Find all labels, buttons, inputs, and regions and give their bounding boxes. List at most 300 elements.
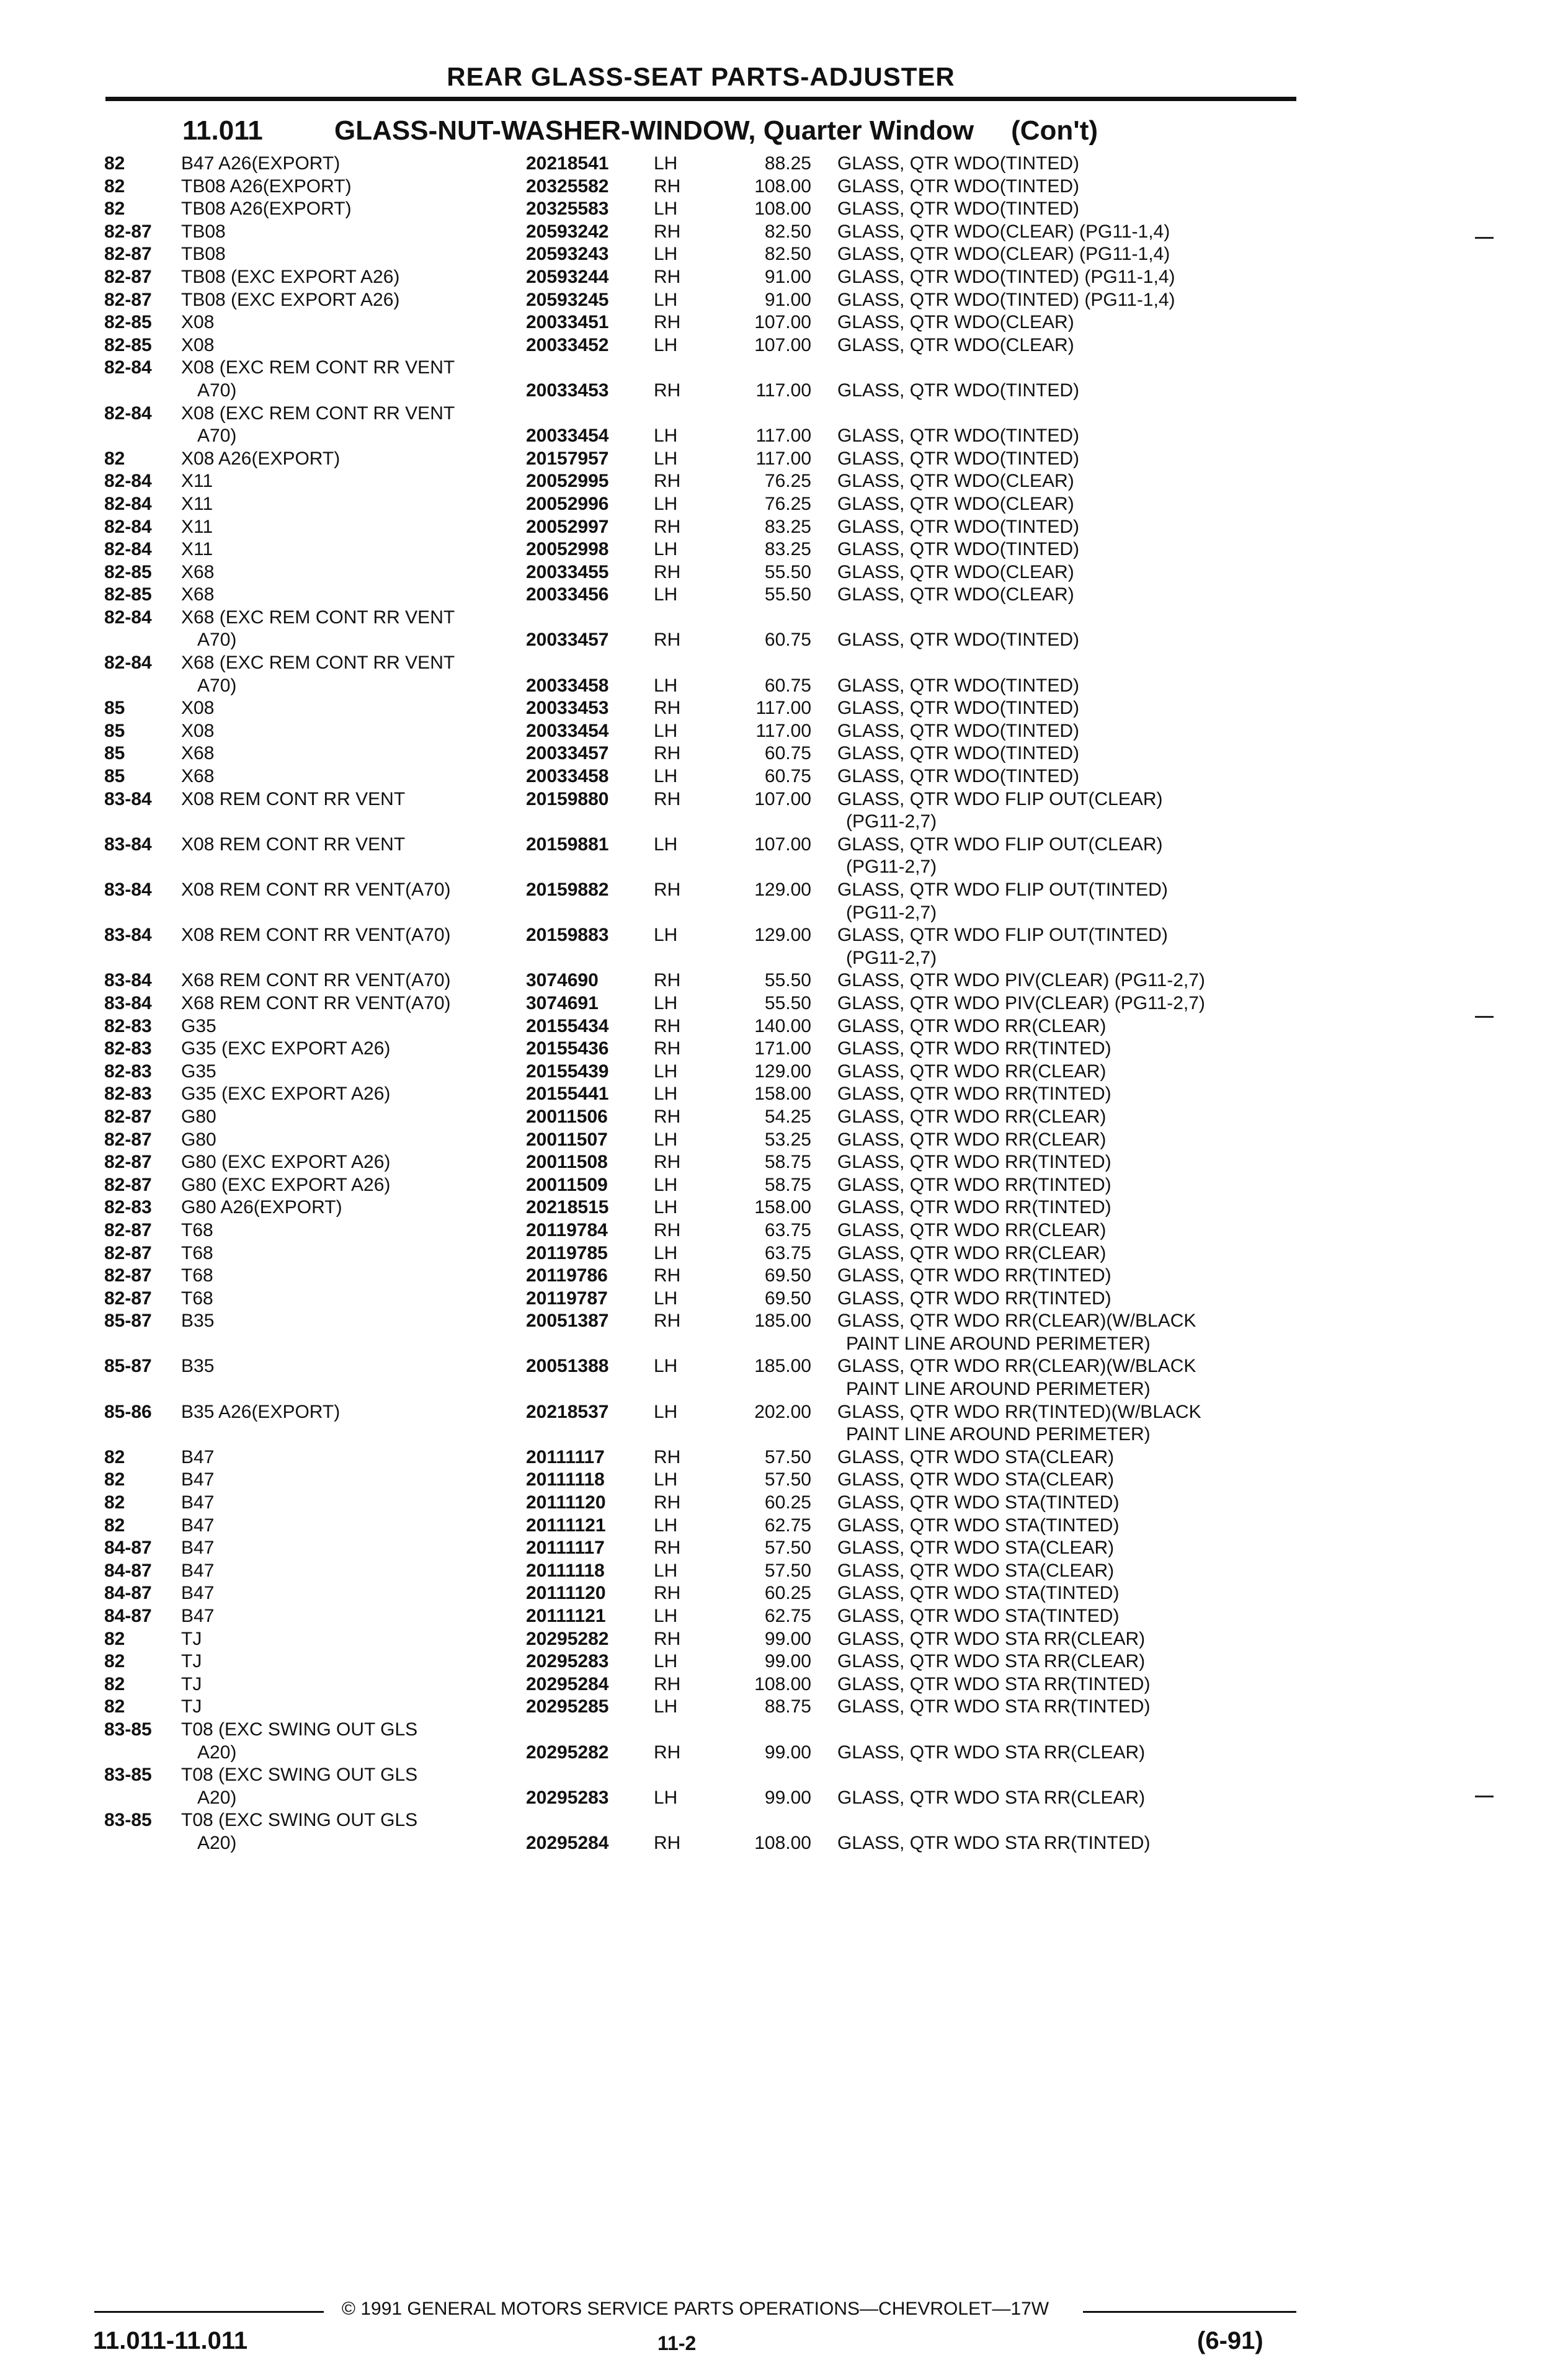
row-price: 129.00 bbox=[754, 925, 811, 946]
table-row bbox=[104, 1809, 1295, 1832]
row-model: TJ bbox=[181, 1673, 202, 1694]
row-description: GLASS, QTR WDO STA(CLEAR) bbox=[837, 1446, 1115, 1467]
row-model: B47 bbox=[181, 1515, 215, 1536]
row-price: 107.00 bbox=[754, 788, 811, 809]
table-row bbox=[104, 1719, 1295, 1742]
row-side: LH bbox=[654, 448, 678, 469]
row-description: GLASS, QTR WDO(TINTED) (PG11-1,4) bbox=[837, 289, 1175, 310]
row-price: 88.75 bbox=[764, 1696, 811, 1717]
row-description: GLASS, QTR WDO FLIP OUT(CLEAR) bbox=[837, 788, 1163, 809]
row-year: 82-87 bbox=[104, 266, 152, 287]
row-price: 57.50 bbox=[764, 1538, 811, 1559]
row-model: X08 bbox=[181, 334, 215, 355]
table-row bbox=[104, 1129, 1295, 1152]
row-year: 85 bbox=[104, 743, 125, 764]
row-part-number: 3074690 bbox=[526, 970, 599, 991]
table-row bbox=[104, 243, 1295, 266]
row-part-number: 3074691 bbox=[526, 992, 599, 1013]
row-price: 117.00 bbox=[755, 698, 811, 719]
row-side: LH bbox=[654, 334, 678, 355]
row-price: 91.00 bbox=[764, 266, 811, 287]
row-side: LH bbox=[654, 584, 678, 605]
row-year: 82-84 bbox=[104, 403, 152, 424]
row-side: RH bbox=[654, 1583, 681, 1604]
table-row bbox=[104, 1423, 1295, 1446]
table-row bbox=[104, 221, 1295, 244]
row-description: GLASS, QTR WDO RR(CLEAR) bbox=[837, 1129, 1107, 1150]
row-model: T08 (EXC SWING OUT GLS bbox=[181, 1810, 418, 1831]
row-price: 55.50 bbox=[764, 992, 811, 1013]
row-part-number: 20011509 bbox=[526, 1174, 608, 1195]
row-model: TB08 bbox=[181, 221, 226, 242]
row-description: GLASS, QTR WDO STA(CLEAR) bbox=[837, 1469, 1115, 1490]
row-year: 82-85 bbox=[104, 584, 152, 605]
table-row bbox=[104, 1446, 1295, 1469]
row-model: TJ bbox=[181, 1696, 202, 1717]
row-description: GLASS, QTR WDO RR(CLEAR) bbox=[837, 1015, 1107, 1036]
row-side: RH bbox=[654, 970, 681, 991]
row-year: 82-87 bbox=[104, 1129, 152, 1150]
row-description: GLASS, QTR WDO(CLEAR) bbox=[837, 584, 1074, 605]
row-description: GLASS, QTR WDO RR(TINTED) bbox=[837, 1197, 1111, 1218]
row-year: 84-87 bbox=[104, 1560, 152, 1581]
row-part-number: 20011507 bbox=[526, 1129, 608, 1150]
row-part-number: 20159880 bbox=[526, 788, 609, 809]
row-year: 83-84 bbox=[104, 879, 152, 900]
row-side: RH bbox=[654, 561, 681, 582]
row-price: 185.00 bbox=[754, 1356, 811, 1377]
row-model: B35 bbox=[181, 1311, 215, 1332]
row-price: 129.00 bbox=[754, 879, 811, 900]
row-part-number: 20033458 bbox=[526, 766, 609, 787]
row-side: RH bbox=[654, 1311, 681, 1332]
row-price: 117.00 bbox=[755, 425, 811, 447]
row-part-number: 20119785 bbox=[526, 1242, 608, 1263]
row-year: 82-84 bbox=[104, 539, 152, 560]
row-description: GLASS, QTR WDO STA(CLEAR) bbox=[837, 1538, 1115, 1559]
footer-left: 11.011-11.011 bbox=[93, 2327, 248, 2354]
row-year: 82 bbox=[104, 1515, 125, 1536]
row-part-number: 20119786 bbox=[526, 1265, 608, 1286]
row-model: A20) bbox=[197, 1787, 237, 1808]
row-description: (PG11-2,7) bbox=[846, 811, 937, 832]
row-model: TJ bbox=[181, 1651, 202, 1672]
row-price: 140.00 bbox=[754, 1015, 811, 1036]
row-part-number: 20593242 bbox=[526, 221, 609, 242]
row-year: 83-84 bbox=[104, 788, 152, 809]
row-year: 82 bbox=[104, 1492, 125, 1513]
row-price: 58.75 bbox=[764, 1174, 811, 1195]
row-side: RH bbox=[654, 1152, 681, 1173]
row-side: RH bbox=[654, 516, 681, 537]
row-side: LH bbox=[654, 1197, 678, 1218]
row-side: LH bbox=[654, 289, 678, 310]
row-description: GLASS, QTR WDO STA RR(TINTED) bbox=[837, 1696, 1151, 1717]
table-row bbox=[104, 1560, 1295, 1583]
row-price: 58.75 bbox=[764, 1152, 811, 1173]
table-row bbox=[104, 1038, 1295, 1061]
row-year: 82-84 bbox=[104, 493, 152, 514]
row-year: 82 bbox=[104, 448, 125, 469]
row-model: X08 bbox=[181, 698, 215, 719]
row-price: 62.75 bbox=[764, 1606, 811, 1626]
row-model: X08 (EXC REM CONT RR VENT bbox=[181, 357, 455, 378]
row-description: GLASS, QTR WDO RR(CLEAR) bbox=[837, 1106, 1107, 1127]
row-price: 69.50 bbox=[764, 1288, 811, 1309]
row-side: RH bbox=[654, 1106, 681, 1127]
row-model: TB08 (EXC EXPORT A26) bbox=[181, 266, 400, 287]
row-price: 60.25 bbox=[764, 1583, 811, 1604]
row-description: GLASS, QTR WDO(TINTED) (PG11-1,4) bbox=[837, 266, 1175, 287]
row-year: 82-87 bbox=[104, 1174, 152, 1195]
row-year: 82-83 bbox=[104, 1038, 152, 1059]
row-part-number: 20033453 bbox=[526, 698, 609, 719]
row-side: RH bbox=[654, 1492, 681, 1513]
row-part-number: 20033456 bbox=[526, 584, 609, 605]
row-part-number: 20052996 bbox=[526, 493, 609, 514]
row-description: GLASS, QTR WDO(TINTED) bbox=[837, 675, 1079, 696]
row-side: LH bbox=[654, 992, 678, 1013]
table-row bbox=[104, 1015, 1295, 1038]
row-model: X08 bbox=[181, 720, 215, 741]
row-side: LH bbox=[654, 1696, 678, 1717]
row-model: B47 bbox=[181, 1469, 215, 1490]
row-model: X08 REM CONT RR VENT bbox=[181, 834, 406, 855]
row-part-number: 20033457 bbox=[526, 743, 609, 764]
table-row bbox=[104, 1242, 1295, 1265]
row-model: B47 bbox=[181, 1492, 215, 1513]
row-part-number: 20155436 bbox=[526, 1038, 609, 1059]
row-side: LH bbox=[654, 834, 678, 855]
row-price: 129.00 bbox=[754, 1061, 811, 1082]
table-row bbox=[104, 311, 1295, 334]
row-part-number: 20593243 bbox=[526, 244, 609, 265]
row-side: RH bbox=[654, 1832, 681, 1853]
table-row bbox=[104, 834, 1295, 857]
row-description: PAINT LINE AROUND PERIMETER) bbox=[846, 1424, 1151, 1445]
table-row bbox=[104, 652, 1295, 675]
row-side: LH bbox=[654, 766, 678, 787]
row-year: 82 bbox=[104, 1628, 125, 1649]
row-price: 108.00 bbox=[754, 176, 811, 197]
row-model: B47 bbox=[181, 1538, 215, 1559]
row-price: 88.25 bbox=[764, 153, 811, 174]
row-side: RH bbox=[654, 1015, 681, 1036]
row-model: X68 bbox=[181, 743, 215, 764]
row-price: 60.75 bbox=[764, 630, 811, 651]
row-price: 54.25 bbox=[764, 1106, 811, 1127]
row-part-number: 20295285 bbox=[526, 1696, 609, 1717]
section-cont: (Con't) bbox=[1011, 115, 1098, 146]
table-row bbox=[104, 947, 1295, 970]
row-description: GLASS, QTR WDO STA(TINTED) bbox=[837, 1492, 1120, 1513]
row-side: LH bbox=[654, 1606, 678, 1626]
table-row bbox=[104, 1628, 1295, 1651]
row-price: 63.75 bbox=[764, 1219, 811, 1240]
row-description: GLASS, QTR WDO RR(TINTED) bbox=[837, 1288, 1111, 1309]
row-price: 82.50 bbox=[764, 221, 811, 242]
table-row bbox=[104, 380, 1295, 403]
row-price: 62.75 bbox=[764, 1515, 811, 1536]
section-heading bbox=[182, 115, 1098, 146]
row-part-number: 20052998 bbox=[526, 539, 609, 560]
row-description: GLASS, QTR WDO RR(TINTED) bbox=[837, 1084, 1111, 1105]
row-price: 53.25 bbox=[764, 1129, 811, 1150]
row-price: 107.00 bbox=[754, 334, 811, 355]
row-year: 85-86 bbox=[104, 1401, 152, 1422]
row-description: GLASS, QTR WDO RR(TINTED) bbox=[837, 1038, 1111, 1059]
row-model: TB08 A26(EXPORT) bbox=[181, 176, 352, 197]
row-side: RH bbox=[654, 698, 681, 719]
row-model: A70) bbox=[197, 380, 237, 401]
table-row bbox=[104, 1061, 1295, 1084]
row-side: LH bbox=[654, 720, 678, 741]
row-part-number: 20033451 bbox=[526, 312, 609, 333]
row-description: PAINT LINE AROUND PERIMETER) bbox=[846, 1333, 1151, 1354]
row-year: 82-87 bbox=[104, 244, 152, 265]
row-part-number: 20051388 bbox=[526, 1356, 609, 1377]
row-model: TB08 (EXC EXPORT A26) bbox=[181, 289, 400, 310]
row-year: 83-84 bbox=[104, 992, 152, 1013]
row-model: T08 (EXC SWING OUT GLS bbox=[181, 1719, 418, 1740]
row-year: 82-87 bbox=[104, 221, 152, 242]
row-price: 55.50 bbox=[764, 561, 811, 582]
row-side: LH bbox=[654, 1061, 678, 1082]
row-price: 185.00 bbox=[754, 1311, 811, 1332]
row-year: 82 bbox=[104, 153, 125, 174]
table-row bbox=[104, 1106, 1295, 1129]
row-description: GLASS, QTR WDO(CLEAR) (PG11-1,4) bbox=[837, 244, 1170, 265]
table-row bbox=[104, 1083, 1295, 1106]
row-year: 82 bbox=[104, 1446, 125, 1467]
footer-copyright: © 1991 GENERAL MOTORS SERVICE PARTS OPERATIONS—CHEVROLET—17W bbox=[341, 2299, 1049, 2319]
margin-tick bbox=[1475, 1016, 1494, 1018]
row-part-number: 20052997 bbox=[526, 516, 609, 537]
row-description: GLASS, QTR WDO(TINTED) bbox=[837, 698, 1079, 719]
table-row bbox=[104, 1196, 1295, 1219]
row-description: GLASS, QTR WDO RR(CLEAR) bbox=[837, 1219, 1107, 1240]
row-description: GLASS, QTR WDO(CLEAR) bbox=[837, 471, 1074, 492]
row-year: 85 bbox=[104, 766, 125, 787]
table-row bbox=[104, 1378, 1295, 1401]
row-description: GLASS, QTR WDO STA RR(CLEAR) bbox=[837, 1651, 1146, 1672]
row-side: RH bbox=[654, 1742, 681, 1763]
row-price: 60.75 bbox=[764, 766, 811, 787]
section-title: GLASS-NUT-WASHER-WINDOW, Quarter Window bbox=[334, 115, 974, 146]
row-description: GLASS, QTR WDO(TINTED) bbox=[837, 630, 1079, 651]
table-row bbox=[104, 1288, 1295, 1311]
row-side: RH bbox=[654, 176, 681, 197]
row-part-number: 20111121 bbox=[526, 1606, 606, 1626]
row-side: LH bbox=[654, 675, 678, 696]
table-row bbox=[104, 1673, 1295, 1696]
row-year: 83-85 bbox=[104, 1810, 152, 1831]
row-description: PAINT LINE AROUND PERIMETER) bbox=[846, 1379, 1151, 1400]
row-side: RH bbox=[654, 1038, 681, 1059]
row-year: 85 bbox=[104, 698, 125, 719]
table-row bbox=[104, 289, 1295, 312]
row-price: 158.00 bbox=[754, 1084, 811, 1105]
row-year: 84-87 bbox=[104, 1538, 152, 1559]
table-row bbox=[104, 856, 1295, 879]
row-description: GLASS, QTR WDO(CLEAR) bbox=[837, 561, 1074, 582]
row-side: LH bbox=[654, 1560, 678, 1581]
page-header: REAR GLASS-SEAT PARTS-ADJUSTER bbox=[447, 62, 955, 91]
row-part-number: 20218515 bbox=[526, 1197, 609, 1218]
row-side: LH bbox=[654, 1469, 678, 1490]
row-part-number: 20218541 bbox=[526, 153, 609, 174]
row-price: 99.00 bbox=[764, 1628, 811, 1649]
row-side: LH bbox=[654, 539, 678, 560]
row-price: 60.75 bbox=[764, 675, 811, 696]
row-description: GLASS, QTR WDO RR(TINTED) bbox=[837, 1152, 1111, 1173]
table-row bbox=[104, 357, 1295, 380]
header-rule bbox=[105, 97, 1296, 101]
row-part-number: 20155441 bbox=[526, 1084, 609, 1105]
row-side: LH bbox=[654, 1515, 678, 1536]
footer-date: (6-91) bbox=[1197, 2327, 1263, 2354]
row-side: LH bbox=[654, 1651, 678, 1672]
table-row bbox=[104, 1265, 1295, 1288]
row-part-number: 20295282 bbox=[526, 1742, 609, 1763]
row-model: X08 REM CONT RR VENT bbox=[181, 788, 406, 809]
row-side: RH bbox=[654, 380, 681, 401]
table-row bbox=[104, 992, 1295, 1015]
row-description: GLASS, QTR WDO(TINTED) bbox=[837, 153, 1079, 174]
row-description: GLASS, QTR WDO FLIP OUT(TINTED) bbox=[837, 925, 1168, 946]
row-part-number: 20295284 bbox=[526, 1673, 609, 1694]
table-row bbox=[104, 879, 1295, 902]
row-description: GLASS, QTR WDO RR(CLEAR) bbox=[837, 1061, 1107, 1082]
row-year: 83-84 bbox=[104, 925, 152, 946]
row-description: GLASS, QTR WDO STA(TINTED) bbox=[837, 1606, 1120, 1626]
row-description: GLASS, QTR WDO STA(TINTED) bbox=[837, 1515, 1120, 1536]
row-part-number: 20111117 bbox=[526, 1538, 605, 1559]
table-row bbox=[104, 470, 1295, 493]
row-side: LH bbox=[654, 1174, 678, 1195]
row-model: X68 (EXC REM CONT RR VENT bbox=[181, 607, 455, 628]
row-description: GLASS, QTR WDO(CLEAR) bbox=[837, 312, 1074, 333]
row-model: X11 bbox=[181, 516, 213, 537]
table-row bbox=[104, 1219, 1295, 1242]
row-part-number: 20052995 bbox=[526, 471, 609, 492]
row-year: 82 bbox=[104, 198, 125, 220]
row-price: 117.00 bbox=[755, 448, 811, 469]
row-year: 85 bbox=[104, 720, 125, 741]
table-row bbox=[104, 1582, 1295, 1605]
row-price: 83.25 bbox=[764, 539, 811, 560]
row-part-number: 20295284 bbox=[526, 1832, 609, 1853]
row-side: RH bbox=[654, 1446, 681, 1467]
row-description: (PG11-2,7) bbox=[846, 902, 937, 923]
row-side: LH bbox=[654, 925, 678, 946]
row-model: X08 (EXC REM CONT RR VENT bbox=[181, 403, 455, 424]
margin-tick bbox=[1475, 237, 1494, 239]
row-model: G80 (EXC EXPORT A26) bbox=[181, 1152, 391, 1173]
row-description: GLASS, QTR WDO RR(CLEAR) bbox=[837, 1242, 1107, 1263]
row-part-number: 20155439 bbox=[526, 1061, 609, 1082]
row-description: GLASS, QTR WDO STA RR(TINTED) bbox=[837, 1673, 1151, 1694]
row-price: 57.50 bbox=[764, 1469, 811, 1490]
row-part-number: 20119784 bbox=[526, 1219, 608, 1240]
row-side: LH bbox=[654, 198, 678, 220]
row-year: 82-87 bbox=[104, 1288, 152, 1309]
row-price: 63.75 bbox=[764, 1242, 811, 1263]
table-row bbox=[104, 198, 1295, 221]
row-part-number: 20593244 bbox=[526, 266, 609, 287]
row-year: 82-87 bbox=[104, 1106, 152, 1127]
row-model: B47 bbox=[181, 1583, 215, 1604]
row-side: LH bbox=[654, 1129, 678, 1150]
row-side: RH bbox=[654, 1673, 681, 1694]
row-year: 82-85 bbox=[104, 334, 152, 355]
row-side: RH bbox=[654, 471, 681, 492]
row-price: 108.00 bbox=[754, 1673, 811, 1694]
row-model: T68 bbox=[181, 1288, 213, 1309]
row-year: 82 bbox=[104, 1696, 125, 1717]
row-description: GLASS, QTR WDO(TINTED) bbox=[837, 539, 1079, 560]
row-year: 82-84 bbox=[104, 357, 152, 378]
row-price: 99.00 bbox=[764, 1787, 811, 1808]
row-year: 82-84 bbox=[104, 516, 152, 537]
row-part-number: 20593245 bbox=[526, 289, 609, 310]
row-side: RH bbox=[654, 266, 681, 287]
table-row bbox=[104, 1742, 1295, 1765]
row-price: 76.25 bbox=[764, 493, 811, 514]
row-description: GLASS, QTR WDO PIV(CLEAR) (PG11-2,7) bbox=[837, 970, 1205, 991]
row-model: X11 bbox=[181, 471, 213, 492]
row-model: T08 (EXC SWING OUT GLS bbox=[181, 1765, 418, 1786]
row-year: 82-87 bbox=[104, 1265, 152, 1286]
row-description: GLASS, QTR WDO STA RR(CLEAR) bbox=[837, 1787, 1146, 1808]
row-model: G35 (EXC EXPORT A26) bbox=[181, 1038, 391, 1059]
row-model: A70) bbox=[197, 675, 237, 696]
parts-listing bbox=[104, 153, 1295, 1855]
row-model: X68 bbox=[181, 561, 215, 582]
row-year: 82 bbox=[104, 1651, 125, 1672]
row-description: GLASS, QTR WDO RR(TINTED) bbox=[837, 1265, 1111, 1286]
table-row bbox=[104, 697, 1295, 720]
row-description: (PG11-2,7) bbox=[846, 947, 937, 968]
row-year: 82-83 bbox=[104, 1061, 152, 1082]
row-part-number: 20295283 bbox=[526, 1651, 609, 1672]
row-description: GLASS, QTR WDO(CLEAR) bbox=[837, 493, 1074, 514]
row-model: X11 bbox=[181, 539, 213, 560]
row-part-number: 20325583 bbox=[526, 198, 609, 220]
row-price: 99.00 bbox=[764, 1742, 811, 1763]
row-price: 76.25 bbox=[764, 471, 811, 492]
row-description: GLASS, QTR WDO(TINTED) bbox=[837, 198, 1079, 220]
row-description: (PG11-2,7) bbox=[846, 857, 937, 878]
row-model: G80 bbox=[181, 1129, 216, 1150]
row-part-number: 20033455 bbox=[526, 561, 609, 582]
table-row bbox=[104, 1469, 1295, 1492]
row-description: GLASS, QTR WDO FLIP OUT(CLEAR) bbox=[837, 834, 1163, 855]
table-row bbox=[104, 924, 1295, 947]
table-row bbox=[104, 403, 1295, 425]
row-price: 60.25 bbox=[764, 1492, 811, 1513]
row-year: 82-85 bbox=[104, 561, 152, 582]
row-model: TB08 bbox=[181, 244, 226, 265]
row-model: G35 (EXC EXPORT A26) bbox=[181, 1084, 391, 1105]
row-part-number: 20033458 bbox=[526, 675, 609, 696]
row-description: GLASS, QTR WDO STA RR(CLEAR) bbox=[837, 1742, 1146, 1763]
row-description: GLASS, QTR WDO PIV(CLEAR) (PG11-2,7) bbox=[837, 992, 1205, 1013]
row-part-number: 20295283 bbox=[526, 1787, 609, 1808]
table-row bbox=[104, 902, 1295, 925]
row-price: 60.75 bbox=[764, 743, 811, 764]
row-model: A20) bbox=[197, 1832, 237, 1853]
